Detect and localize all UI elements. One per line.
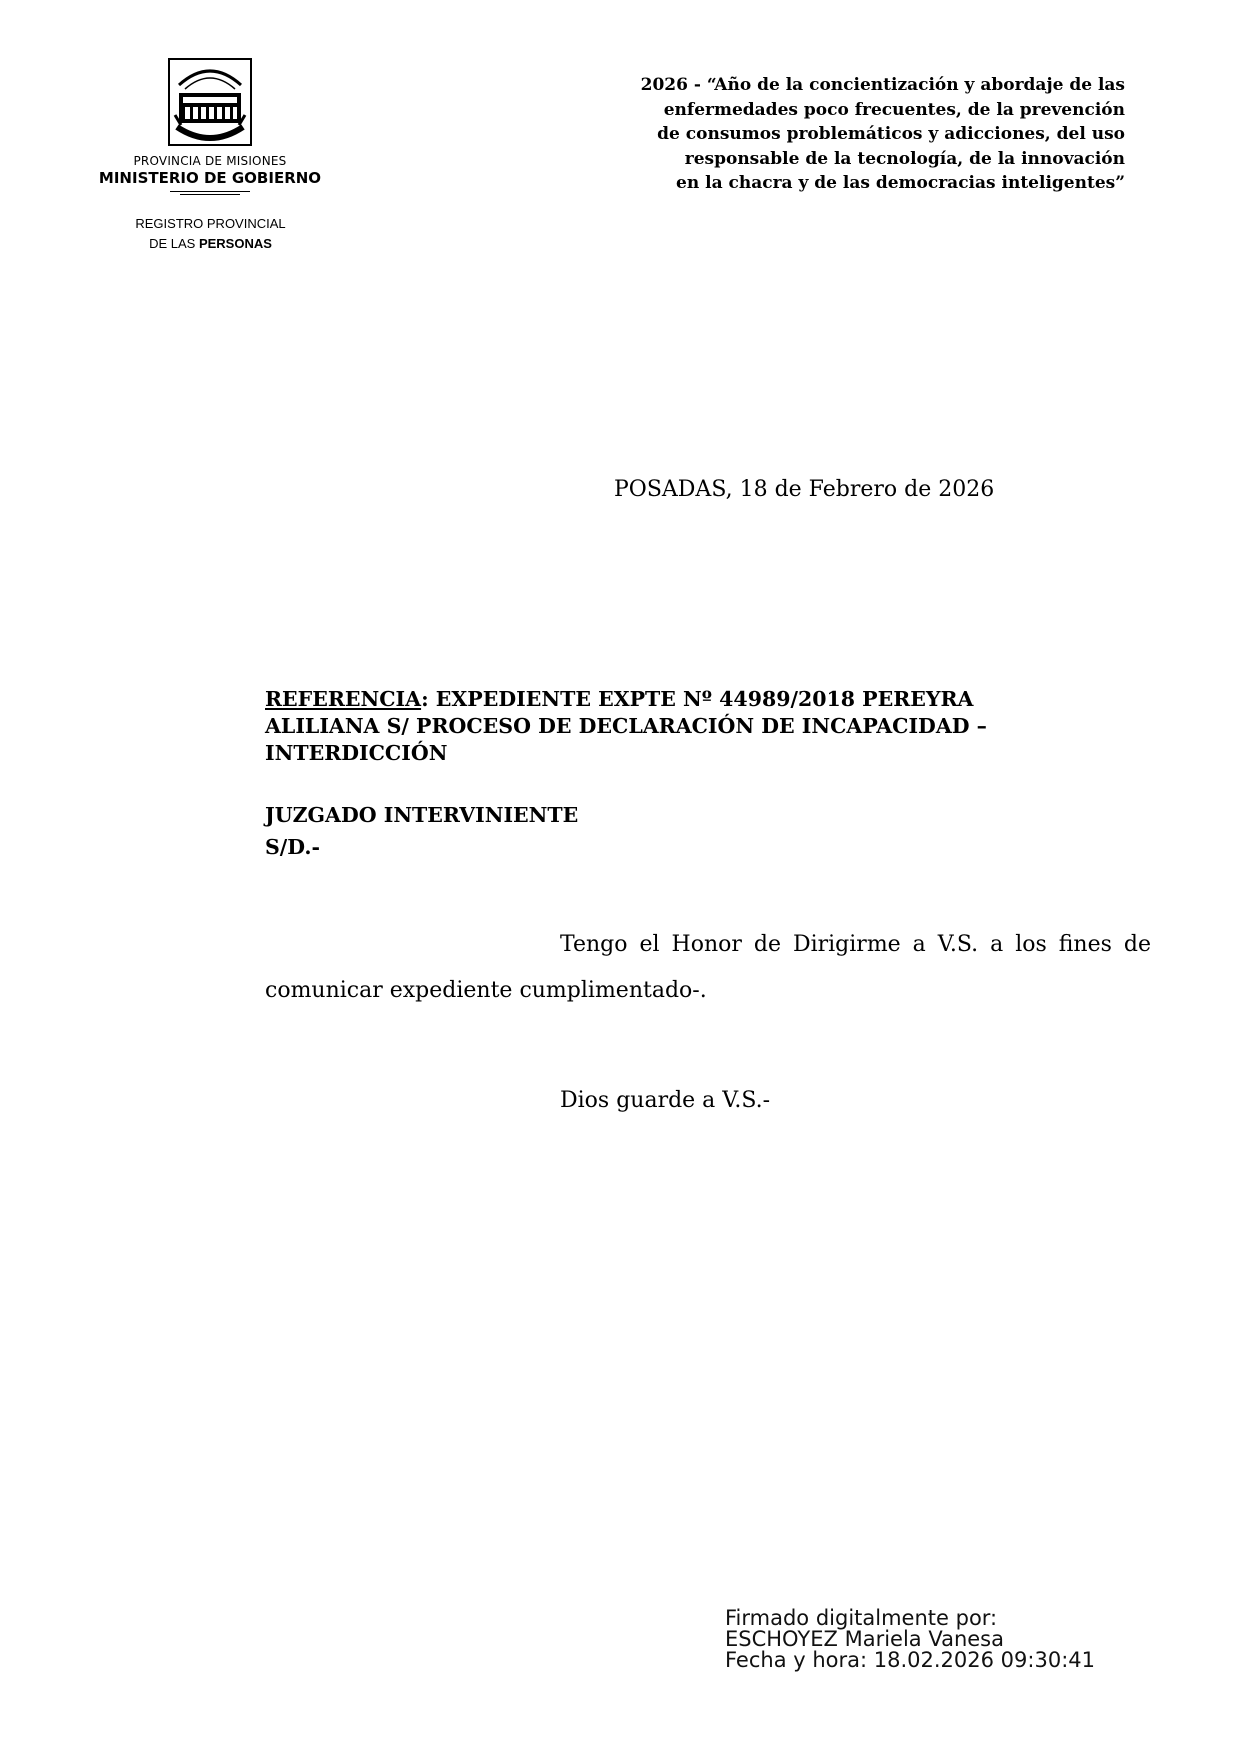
motto-line: responsable de la tecnología, de la innovación [684,148,1125,169]
provincial-seal-icon [165,55,255,150]
reference-text: : EXPEDIENTE EXPTE Nº 44989/2018 PEREYRA [421,687,974,711]
divider [180,194,240,195]
office-name [108,214,313,254]
date-line: POSADAS, 18 de Febrero de 2026 [614,477,995,502]
motto-line: en la chacra y de las democracias inteligentes” [676,173,1125,193]
office-line-2 [108,234,313,254]
signature-line-3: Fecha y hora: 18.02.2026 09:30:41 [725,1648,1095,1672]
header-logo-block [90,55,330,195]
signature-line-2: ESCHOYEZ Mariela Vanesa [725,1627,1004,1651]
motto-line: enfermedades poco frecuentes, de la prevención [663,99,1125,120]
office-line-1: REGISTRO PROVINCIAL [135,216,286,231]
reference-line-3: INTERDICCIÓN [265,741,448,765]
divider [170,191,250,192]
year-motto [565,73,1125,196]
reference-block [265,686,1065,767]
reference-line-1 [265,686,1065,713]
addressee-line-1: JUZGADO INTERVINIENTE [265,803,579,827]
reference-label: REFERENCIA [265,687,422,711]
motto-line: 2026 - “Año de la concientización y abordaje de las [640,75,1125,95]
motto-line: de consumos problemáticos y adicciones, del uso [657,124,1125,144]
closing-line: Dios guarde a V.S.- [560,1088,771,1113]
body-text: Tengo el Honor de Dirigirme a V.S. a los fines de comunicar expediente cumplimentado-. [265,932,1151,1003]
signature-line-1: Firmado digitalmente por: [725,1606,998,1630]
addressee-block [265,799,578,863]
office-line-2-prefix: DE LAS [149,236,199,251]
province-name: PROVINCIA DE MISIONES [133,154,287,168]
body-paragraph [265,922,1151,1014]
office-line-2-bold: PERSONAS [198,236,272,251]
digital-signature-block [725,1608,1095,1671]
addressee-line-2: S/D.- [265,835,320,859]
reference-line-2: ALILIANA S/ PROCESO DE DECLARACIÓN DE INCAPACIDAD – [265,714,987,738]
ministry-name: MINISTERIO DE GOBIERNO [98,169,322,187]
